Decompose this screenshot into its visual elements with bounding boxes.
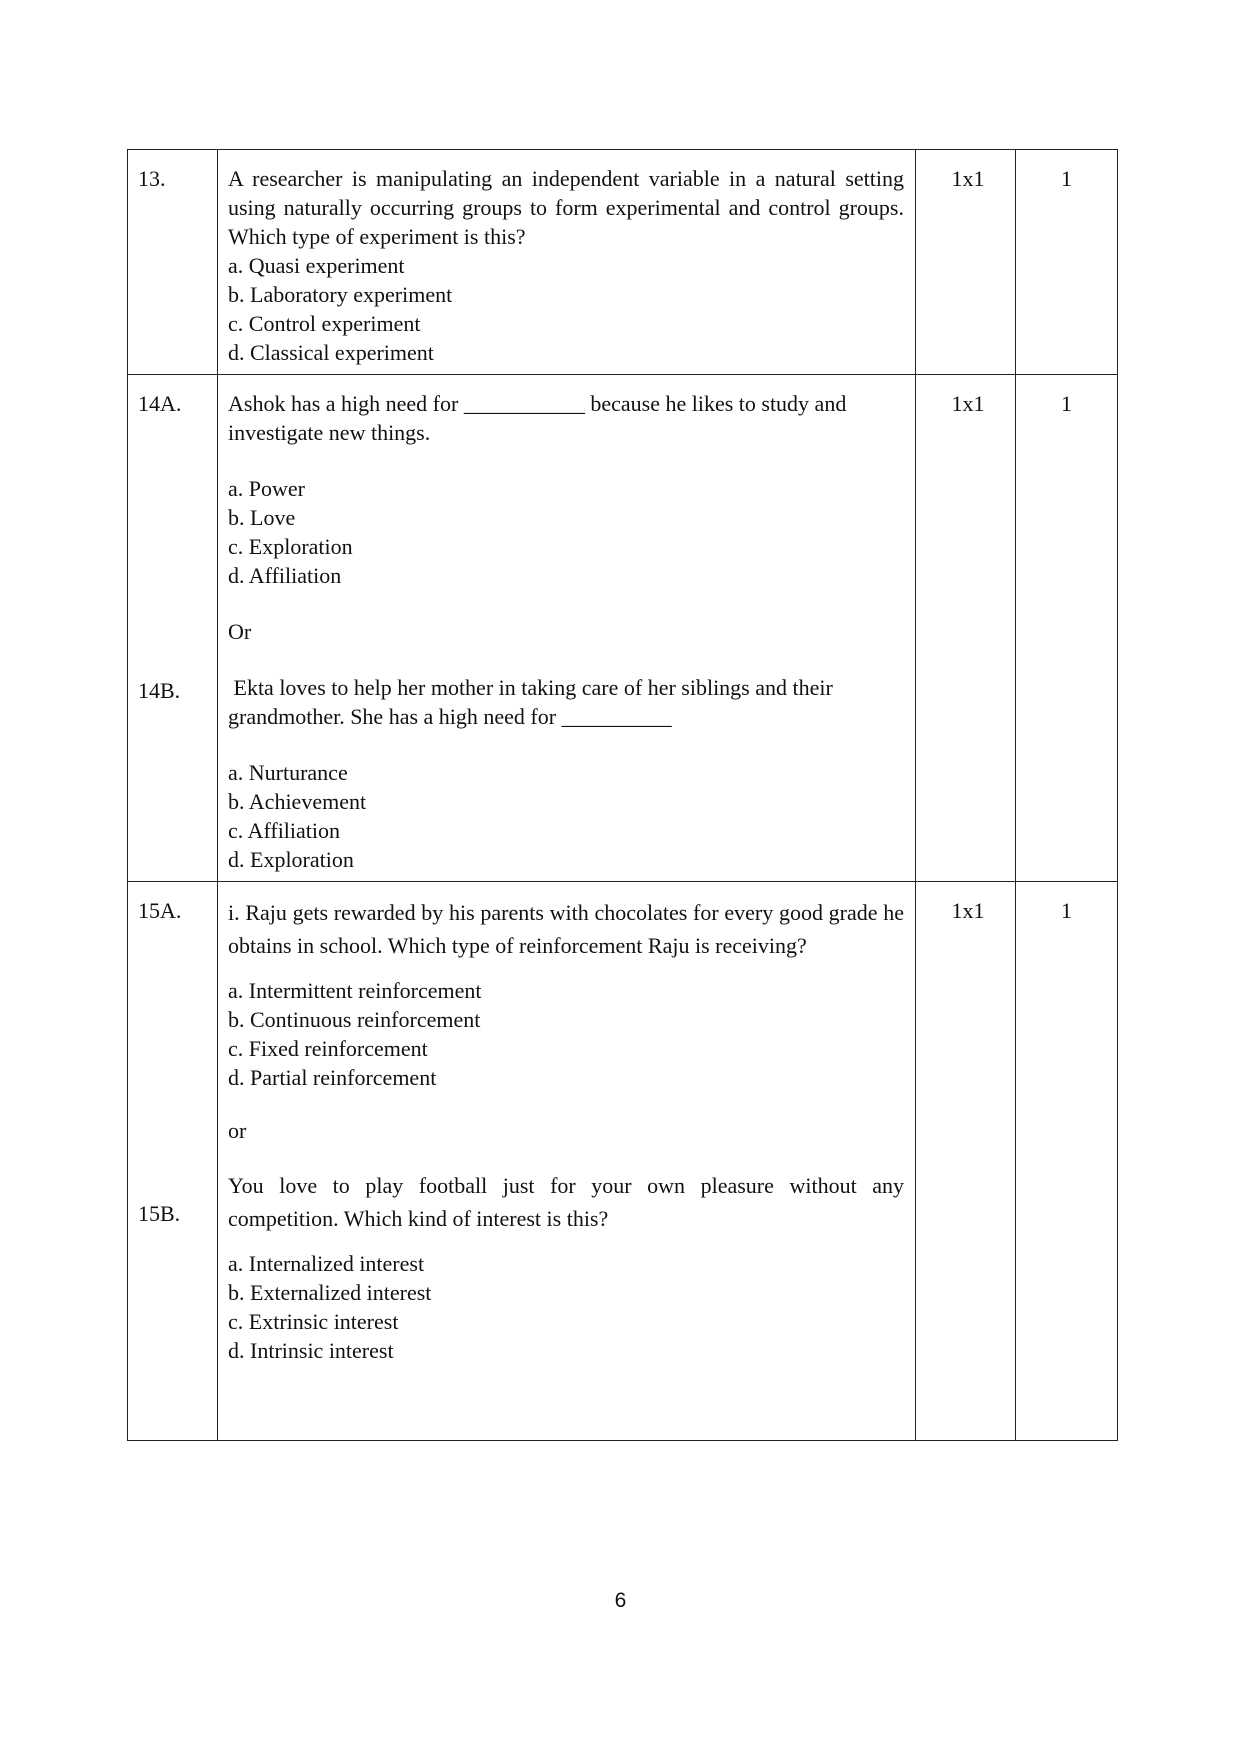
marks-value: 1x1: [951, 391, 985, 416]
total-cell: [1016, 150, 1118, 375]
option-c: c. Exploration: [228, 534, 353, 559]
option-b: b. Laboratory experiment: [228, 282, 453, 307]
option-d: d. Affiliation: [228, 563, 342, 588]
question-text: A researcher is manipulating an independent variable in a natural setting using naturally occurring groups to form experimental and control groups. Which type of experiment is this?: [228, 166, 904, 249]
option-d: d. Exploration: [228, 847, 354, 872]
marks-value: 1x1: [951, 898, 985, 923]
option-b: b. Continuous reinforcement: [228, 1007, 481, 1032]
option-a: a. Quasi experiment: [228, 253, 405, 278]
question-number-a: 15A.: [138, 898, 182, 923]
option-b: b. Externalized interest: [228, 1280, 432, 1305]
table-row-q13: [128, 150, 1118, 375]
marks-cell: [916, 882, 1016, 1441]
question-text-b: Ekta loves to help her mother in taking care of her siblings and their grandmother. She has a high need for __________: [228, 675, 839, 729]
question-table: [127, 149, 1118, 1441]
option-a: a. Power: [228, 476, 305, 501]
option-d: d. Classical experiment: [228, 340, 434, 365]
table-row-q14: [128, 375, 1118, 882]
option-b: b. Achievement: [228, 789, 367, 814]
question-number-b: 14B.: [138, 678, 181, 703]
question-number-cell: [128, 882, 218, 1441]
option-b: b. Love: [228, 505, 296, 530]
or-label: Or: [228, 619, 252, 644]
marks-value: 1x1: [951, 166, 985, 191]
question-text-b: You love to play football just for your own pleasure without any competition. Which kind of interest is this?: [228, 1173, 904, 1231]
option-c: c. Fixed reinforcement: [228, 1036, 428, 1061]
table-row-q15: [128, 882, 1118, 1441]
question-text-a: Ashok has a high need for ___________ because he likes to study and investigate new things.: [228, 391, 847, 445]
page-number: 6: [614, 1589, 627, 1612]
question-number: 13.: [138, 166, 166, 191]
question-number-b: 15B.: [138, 1201, 181, 1226]
question-cell: [218, 375, 916, 882]
question-cell: [218, 150, 916, 375]
option-a: a. Nurturance: [228, 760, 348, 785]
total-cell: [1016, 375, 1118, 882]
question-number-cell: [128, 375, 218, 882]
total-value: 1: [1061, 898, 1072, 923]
option-a: a. Intermittent reinforcement: [228, 978, 482, 1003]
option-d: d. Partial reinforcement: [228, 1065, 437, 1090]
question-number-cell: [128, 150, 218, 375]
question-number-a: 14A.: [138, 391, 182, 416]
option-c: c. Affiliation: [228, 818, 341, 843]
option-a: a. Internalized interest: [228, 1251, 425, 1276]
option-c: c. Control experiment: [228, 311, 421, 336]
marks-cell: [916, 150, 1016, 375]
total-value: 1: [1061, 391, 1072, 416]
question-cell: [218, 882, 916, 1441]
option-c: c. Extrinsic interest: [228, 1309, 399, 1334]
total-cell: [1016, 882, 1118, 1441]
or-label: or: [228, 1118, 247, 1143]
marks-cell: [916, 375, 1016, 882]
option-d: d. Intrinsic interest: [228, 1338, 394, 1363]
question-text-a: i. Raju gets rewarded by his parents with chocolates for every good grade he obtains in school. Which type of reinforcement Raju is receiving?: [228, 900, 904, 958]
total-value: 1: [1061, 166, 1072, 191]
